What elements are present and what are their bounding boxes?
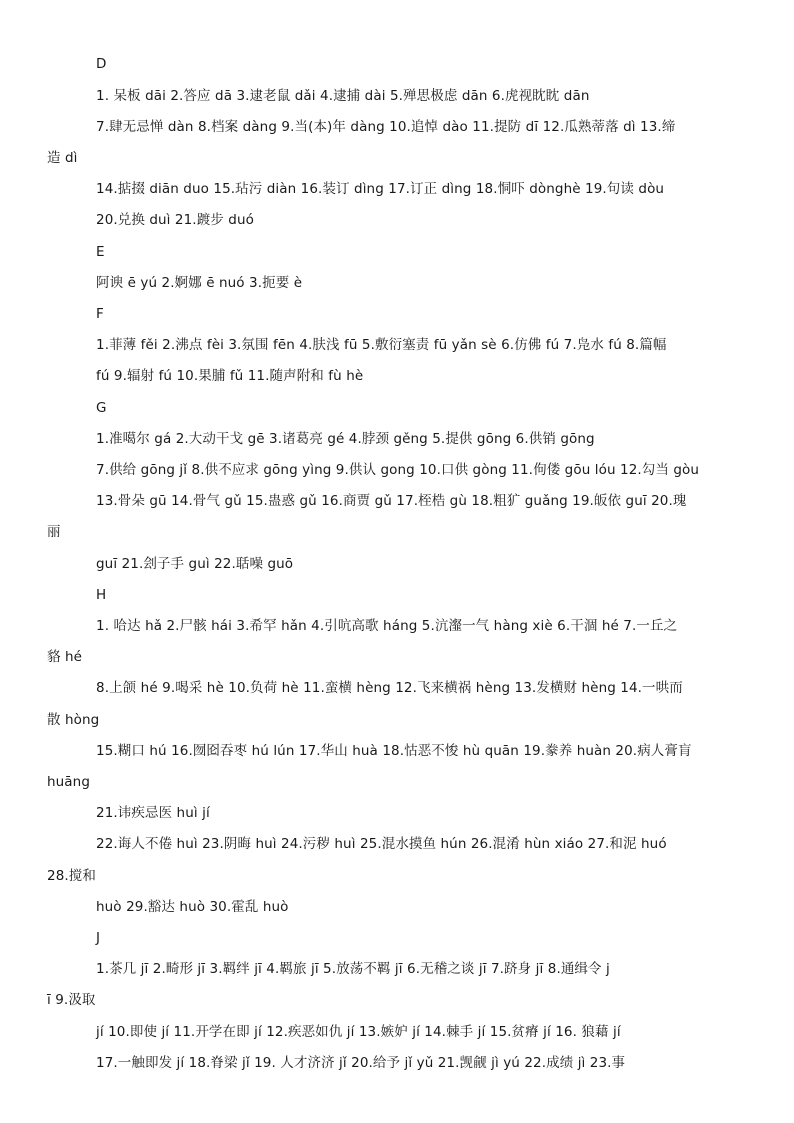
text-line: 28.搅和 (47, 868, 96, 884)
text-line: 1. 呆板 dāi 2.答应 dā 3.逮老鼠 dǎi 4.逮捕 dài 5.殚思极虑 dān 6.虎视眈眈 dān (96, 88, 590, 104)
text-line: 1.菲薄 fěi 2.沸点 fèi 3.氛围 fēn 4.肤浅 fū 5.敷衍塞责 fū yǎn sè 6.仿佛 fú 7.凫水 fú 8.篇幅 (96, 337, 667, 353)
text-line: 8.上颌 hé 9.喝采 hè 10.负荷 hè 11.蛮横 hèng 12.飞来横祸 hèng 13.发横财 hèng 14.一哄而 (96, 680, 683, 696)
section-heading-j: J (96, 930, 101, 946)
text-line: huāng (47, 774, 91, 790)
text-line: 散 hòng (47, 712, 100, 728)
text-line: ī 9.汲取 (47, 992, 96, 1008)
text-line: 1.准噶尔 gá 2.大动干戈 gē 3.诸葛亮 gé 4.脖颈 gěng 5.提供 gōng 6.供销 gōng (96, 431, 595, 447)
text-line: 1. 哈达 hǎ 2.尸骸 hái 3.希罕 hǎn 4.引吭高歌 háng 5.沆瀣一气 hàng xiè 6.干涸 hé 7.一丘之 (96, 618, 678, 634)
text-line: 丽 (47, 524, 61, 540)
text-line: guī 21.刽子手 guì 22.聒噪 guō (96, 556, 294, 572)
text-line: 7.肆无忌惮 dàn 8.档案 dàng 9.当(本)年 dàng 10.追悼 dào 11.提防 dī 12.瓜熟蒂落 dì 13.缔 (96, 119, 676, 135)
text-line: 21.讳疾忌医 huì jí (96, 805, 210, 821)
section-heading-d: D (96, 56, 107, 72)
section-heading-e: E (96, 244, 105, 260)
text-line: 造 dì (47, 150, 78, 166)
section-heading-g: G (96, 400, 107, 416)
text-line: fú 9.辐射 fú 10.果脯 fǔ 11.随声附和 fù hè (96, 368, 364, 384)
text-line: 20.兑换 duì 21.踱步 duó (96, 212, 254, 228)
text-line: huò 29.豁达 huò 30.霍乱 huò (96, 899, 289, 915)
text-line: 13.骨朵 gū 14.骨气 gǔ 15.蛊惑 gǔ 16.商贾 gǔ 17.桎梏 gù 18.粗犷 guǎng 19.皈依 guī 20.瑰 (96, 493, 687, 509)
text-line: 15.糊口 hú 16.囫囵吞枣 hú lún 17.华山 huà 18.怙恶不悛 hù quān 19.豢养 huàn 20.病人膏肓 (96, 743, 692, 759)
text-line: 22.诲人不倦 huì 23.阴晦 huì 24.污秽 huì 25.混水摸鱼 hún 26.混淆 hùn xiáo 27.和泥 huó (96, 836, 667, 852)
section-heading-f: F (96, 306, 104, 322)
text-line: 貉 hé (47, 649, 83, 665)
text-line: 1.茶几 jī 2.畸形 jī 3.羁绊 jī 4.羁旅 jī 5.放荡不羁 jī 6.无稽之谈 jī 7.跻身 jī 8.通缉令 j (96, 961, 610, 977)
text-line: 17.一触即发 jí 18.脊梁 jǐ 19. 人才济济 jǐ 20.给予 jǐ yǔ 21.觊觎 jì yú 22.成绩 jì 23.事 (96, 1055, 626, 1071)
text-line: 7.供给 gōng jǐ 8.供不应求 gōng yìng 9.供认 gong 10.口供 gòng 11.佝偻 gōu lóu 12.勾当 gòu (96, 462, 700, 478)
text-line: 阿谀 ē yú 2.婀娜 ē nuó 3.扼要 è (96, 275, 303, 291)
text-line: jí 10.即使 jí 11.开学在即 jí 12.疾恶如仇 jí 13.嫉妒 jí 14.棘手 jí 15.贫瘠 jí 16. 狼藉 jí (96, 1024, 621, 1040)
section-heading-h: H (96, 587, 107, 603)
text-line: 14.掂掇 diān duo 15.玷污 diàn 16.装订 dìng 17.订正 dìng 18.恫吓 dònghè 19.句读 dòu (96, 181, 665, 197)
